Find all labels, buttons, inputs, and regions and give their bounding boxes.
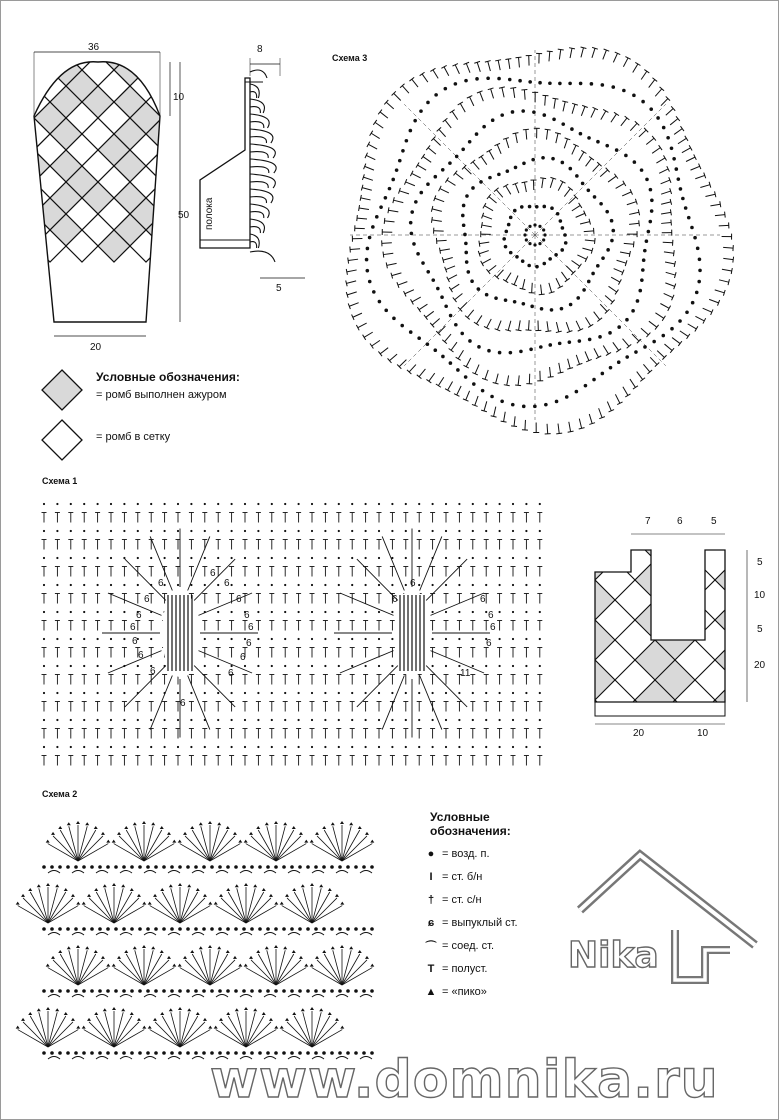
- legend2-symbol-icon: T: [427, 962, 435, 975]
- cuff-width-bottom: 5: [276, 283, 282, 294]
- legend2: [420, 810, 570, 1003]
- scheme1-chart: [40, 498, 550, 778]
- scheme1-count-mark: 6: [130, 622, 136, 633]
- sleeve-diagram: [20, 40, 200, 360]
- scheme1-count-mark: 6: [248, 622, 254, 633]
- scheme1-count-mark: 6: [180, 698, 186, 709]
- scheme1-count-mark: 6: [490, 622, 496, 633]
- back-bottom-right: 10: [697, 728, 709, 739]
- legend2-symbol-icon: †: [427, 893, 435, 906]
- scheme1-count-mark: 6: [224, 578, 230, 589]
- back-piece-diagram: [585, 510, 775, 750]
- scheme1-count-mark: 6: [486, 638, 492, 649]
- legend-openwork-diamond: [40, 368, 84, 412]
- legend2-item: [420, 842, 570, 865]
- legend2-symbol-icon: I: [429, 870, 433, 883]
- legend2-item-text: = возд. п.: [442, 847, 490, 860]
- scheme3-title: Схема 3: [332, 53, 368, 63]
- legend2-title-line2: обозначения:: [430, 824, 511, 838]
- scheme1-title: Схема 1: [42, 476, 78, 486]
- legend2-symbol-icon: ●: [427, 847, 435, 860]
- scheme1-count-mark: 6: [480, 594, 486, 605]
- scheme1-count-mark: 6: [132, 636, 138, 647]
- legend1-openwork: = ромб выполнен ажуром: [96, 389, 227, 401]
- legend2-item: [420, 911, 570, 934]
- sleeve-length: 50: [178, 210, 190, 221]
- scheme1-count-mark: 6: [210, 568, 216, 579]
- back-top-mid: 6: [677, 516, 683, 527]
- legend2-item: [420, 980, 570, 1003]
- legend2-item-text: = соед. ст.: [442, 939, 495, 952]
- scheme1-count-mark: 6: [138, 650, 144, 661]
- scheme1-count-mark: 6: [144, 594, 150, 605]
- legend1-title: Условные обозначения:: [96, 370, 240, 384]
- back-right-3: 5: [757, 624, 763, 635]
- legend2-symbol-icon: ⌒: [425, 940, 437, 953]
- legend2-item-text: = полуст.: [442, 962, 488, 975]
- legend1-net: = ромб в сетку: [96, 431, 171, 443]
- scheme2-title: Схема 2: [42, 789, 78, 799]
- legend2-item-text: = ст. с/н: [442, 893, 482, 906]
- scheme2-chart: [40, 805, 380, 1055]
- back-top-right: 5: [711, 516, 717, 527]
- back-right-1: 5: [757, 557, 763, 568]
- legend2-item: [420, 888, 570, 911]
- legend2-item: [420, 934, 570, 957]
- legend2-item: [420, 957, 570, 980]
- scheme1-count-mark: 6: [244, 610, 250, 621]
- legend2-symbol-icon: ▲: [425, 985, 437, 998]
- cuff-width-top: 8: [257, 44, 263, 55]
- cuff-diagram: [195, 50, 325, 300]
- sleeve-width-bottom: 20: [90, 342, 102, 353]
- legend2-title-line1: Условные: [430, 810, 490, 824]
- scheme1-count-mark: 6: [240, 652, 246, 663]
- back-right-4: 20: [754, 660, 766, 671]
- scheme1-count-mark: 6: [410, 578, 416, 589]
- legend2-symbol-icon: ɕ: [427, 916, 435, 929]
- brand-logo-text: Nika: [568, 935, 659, 976]
- scheme1-count-mark: 6: [246, 638, 252, 649]
- legend2-item-text: = выпуклый ст.: [442, 916, 518, 929]
- site-url-watermark: www.domnika.ru: [210, 1050, 719, 1110]
- sleeve-width-top: 36: [88, 42, 100, 53]
- scheme1-count-mark: 11: [460, 668, 471, 679]
- scheme1-count-mark: 6: [236, 594, 242, 605]
- back-right-2: 10: [754, 590, 766, 601]
- legend2-item-text: = ст. б/н: [442, 870, 483, 883]
- scheme1-count-mark: 6: [392, 594, 398, 605]
- scheme1-count-mark: 6: [150, 666, 156, 677]
- back-top-left: 7: [645, 516, 651, 527]
- back-bottom-left: 20: [633, 728, 645, 739]
- scheme1-count-mark: 6: [136, 610, 142, 621]
- scheme3-round-motif: [340, 40, 750, 440]
- legend2-item: [420, 865, 570, 888]
- sleeve-cap-height: 10: [173, 92, 185, 103]
- legend-net-diamond: [40, 418, 84, 462]
- scheme1-count-mark: 6: [488, 610, 494, 621]
- scheme1-count-mark: 6: [158, 578, 164, 589]
- scheme1-count-mark: 6: [228, 668, 234, 679]
- cuff-strip-label: полока: [204, 197, 215, 230]
- legend2-item-text: = «пико»: [442, 985, 487, 998]
